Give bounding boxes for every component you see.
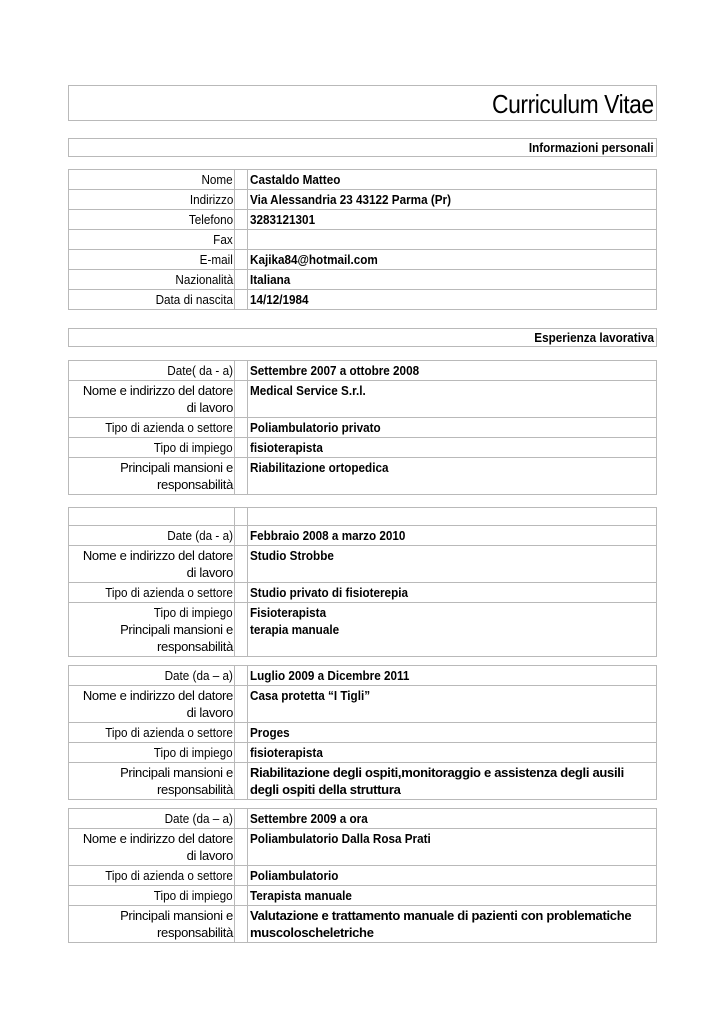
job-sector: Poliambulatorio privato — [248, 418, 657, 438]
job-table-1 — [68, 360, 657, 495]
job-date: Settembre 2009 a ora — [248, 809, 657, 829]
table-row — [69, 361, 657, 381]
job-employer: Casa protetta “I Tigli” — [248, 686, 657, 723]
table-row — [69, 270, 657, 290]
job-employer: Medical Service S.r.l. — [248, 381, 657, 418]
field-label: Nazionalità — [69, 270, 235, 290]
field-label: E-mail — [69, 250, 235, 270]
field-label: Tipo di azienda o settore — [69, 866, 235, 886]
table-row — [69, 230, 657, 250]
field-label: Telefono — [69, 210, 235, 230]
field-label: Nome — [69, 170, 235, 190]
table-row — [69, 723, 657, 743]
job-employer: Poliambulatorio Dalla Rosa Prati — [248, 829, 657, 866]
job-table-3 — [68, 665, 657, 800]
field-label: Date( da - a) — [69, 361, 235, 381]
field-label: Tipo di impiego — [69, 438, 235, 458]
job-duties: Valutazione e trattamento manuale di pazienti con problematiche muscoloscheletriche — [248, 906, 657, 943]
job-role: fisioterapista — [248, 743, 657, 763]
field-label: Date (da – a) — [69, 666, 235, 686]
job-role: Terapista manuale — [248, 886, 657, 906]
table-row — [69, 886, 657, 906]
field-label: Date (da - a) — [69, 526, 235, 546]
table-row — [69, 906, 657, 943]
field-label: Tipo di azienda o settore — [69, 723, 235, 743]
job-role: fisioterapista — [248, 438, 657, 458]
field-label: Principali mansioni e responsabilità — [69, 763, 235, 800]
job-date: Settembre 2007 a ottobre 2008 — [248, 361, 657, 381]
table-row — [69, 210, 657, 230]
job-table-2 — [68, 507, 657, 657]
field-label: Nome e indirizzo del datore di lavoro — [69, 829, 235, 866]
title-box — [68, 85, 657, 121]
table-row — [69, 190, 657, 210]
section-title-personal: Informazioni personali — [529, 140, 654, 155]
table-row — [69, 381, 657, 418]
field-value-phone: 3283121301 — [248, 210, 657, 230]
table-row — [69, 866, 657, 886]
field-label: Tipo di impiego — [69, 743, 235, 763]
table-row — [69, 438, 657, 458]
job-duties: Riabilitazione ortopedica — [248, 458, 657, 495]
field-label: Indirizzo — [69, 190, 235, 210]
field-label: Tipo di impiego Principali mansioni e responsabilità — [69, 603, 235, 657]
table-row — [69, 170, 657, 190]
page-title: Curriculum Vitae — [492, 89, 654, 119]
field-label: Nome e indirizzo del datore di lavoro — [69, 686, 235, 723]
field-value-fax — [248, 230, 657, 250]
field-value-name: Castaldo Matteo — [248, 170, 657, 190]
field-label: Principali mansioni e responsabilità — [69, 906, 235, 943]
field-value-email: Kajika84@hotmail.com — [248, 250, 657, 270]
field-label: Tipo di impiego — [69, 886, 235, 906]
field-label: Principali mansioni e responsabilità — [69, 458, 235, 495]
table-row — [69, 743, 657, 763]
field-value-birthdate: 14/12/1984 — [248, 290, 657, 310]
job-date: Febbraio 2008 a marzo 2010 — [248, 526, 657, 546]
field-label: Nome e indirizzo del datore di lavoro — [69, 546, 235, 583]
field-label: Nome e indirizzo del datore di lavoro — [69, 381, 235, 418]
table-row — [69, 418, 657, 438]
table-row — [69, 290, 657, 310]
table-row — [69, 809, 657, 829]
table-row — [69, 583, 657, 603]
job-sector: Poliambulatorio — [248, 866, 657, 886]
table-row — [69, 603, 657, 657]
table-row — [69, 508, 657, 526]
job-sector: Proges — [248, 723, 657, 743]
table-row — [69, 526, 657, 546]
job-duties: Riabilitazione degli ospiti,monitoraggio e assistenza degli ausili degli ospiti della struttura — [248, 763, 657, 800]
job-table-4 — [68, 808, 657, 943]
field-label: Tipo di azienda o settore — [69, 583, 235, 603]
section-title-experience: Esperienza lavorativa — [534, 330, 654, 345]
table-row — [69, 686, 657, 723]
table-row — [69, 458, 657, 495]
job-sector: Studio privato di fisioterepia — [248, 583, 657, 603]
table-row — [69, 829, 657, 866]
field-label: Data di nascita — [69, 290, 235, 310]
job-date: Luglio 2009 a Dicembre 2011 — [248, 666, 657, 686]
field-value-address: Via Alessandria 23 43122 Parma (Pr) — [248, 190, 657, 210]
job-employer: Studio Strobbe — [248, 546, 657, 583]
field-label: Fax — [69, 230, 235, 250]
section-header-experience — [68, 328, 657, 347]
section-header-personal — [68, 138, 657, 157]
field-value-nationality: Italiana — [248, 270, 657, 290]
table-row — [69, 250, 657, 270]
job-role-duties: Fisioterapista terapia manuale — [248, 603, 657, 657]
field-label: Tipo di azienda o settore — [69, 418, 235, 438]
table-row — [69, 666, 657, 686]
table-row — [69, 546, 657, 583]
personal-info-table — [68, 169, 657, 310]
field-label: Date (da – a) — [69, 809, 235, 829]
table-row — [69, 763, 657, 800]
